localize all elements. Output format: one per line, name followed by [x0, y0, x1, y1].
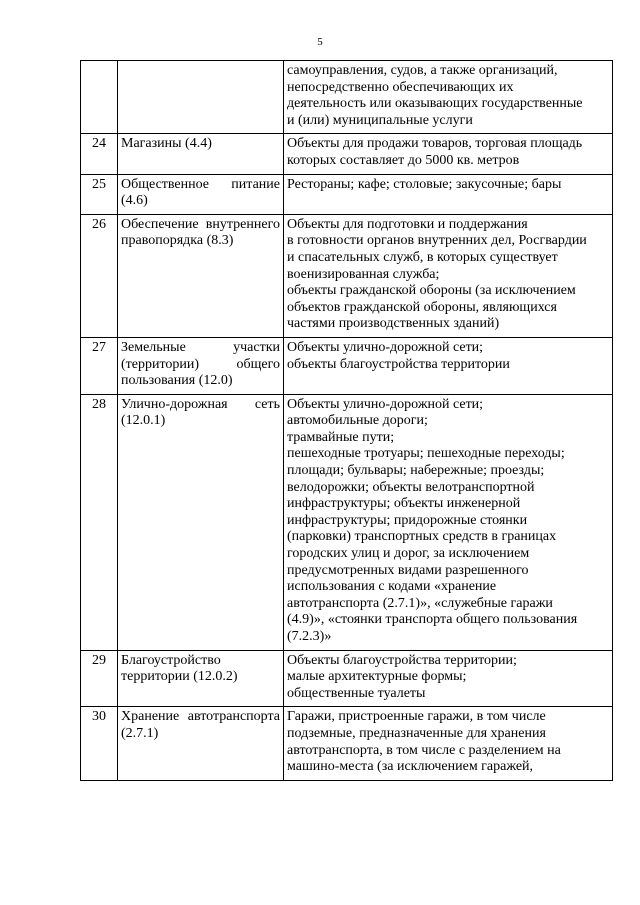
row-number: 26 [81, 214, 118, 337]
description-line: объекты благоустройства территории [287, 356, 510, 372]
description-line: Гаражи, пристроенные гаражи, в том числе [287, 709, 546, 725]
page-number: 5 [317, 36, 323, 48]
description-line: машино-места (за исключением гаражей, [287, 759, 534, 775]
zoning-table [80, 60, 613, 781]
table-row [81, 174, 613, 214]
row-number: 30 [81, 707, 118, 780]
description-line: Объекты улично-дорожной сети; [287, 339, 484, 355]
table-row [81, 707, 613, 780]
land-use-type: Хранение автотранспорта (2.7.1) [118, 707, 284, 780]
description-line: пешеходные тротуары; пешеходные переходы; [287, 446, 565, 462]
land-use-type: Земельные участки (территории) общего пользования (12.0) [118, 337, 284, 394]
row-number [81, 61, 118, 134]
description-line: в готовности органов внутренних дел, Росгвардии [287, 233, 587, 249]
description-line: и (или) муниципальные услуги [287, 112, 473, 128]
description-line: площади; бульвары; набережные; проезды; [287, 463, 545, 479]
permitted-objects [284, 707, 613, 780]
row-number: 27 [81, 337, 118, 394]
permitted-objects [284, 174, 613, 214]
land-use-type [118, 61, 284, 134]
description-line: которых составляет до 5000 кв. метров [287, 152, 520, 168]
land-use-type: Благоустройство территории (12.0.2) [118, 650, 284, 707]
permitted-objects [284, 214, 613, 337]
description-line: частями производственных зданий) [287, 316, 500, 332]
description-line: автомобильные дороги; [287, 413, 428, 429]
row-number: 29 [81, 650, 118, 707]
table-row [81, 337, 613, 394]
description-line: Объекты для подготовки и поддержания [287, 216, 528, 232]
description-line: военизированная служба; [287, 266, 440, 282]
description-line: Объекты улично-дорожной сети; [287, 396, 484, 412]
land-use-type: Общественное питание (4.6) [118, 174, 284, 214]
description-line: (парковки) транспортных средств в границах [287, 529, 557, 545]
land-use-type: Улично-дорожная сеть (12.0.1) [118, 394, 284, 650]
table-row [81, 394, 613, 650]
description-line: инфраструктуры; придорожные стоянки [287, 512, 528, 528]
permitted-objects [284, 394, 613, 650]
description-line: автотранспорта, в том числе с разделением на [287, 742, 561, 758]
row-number: 24 [81, 134, 118, 174]
description-line: и спасательных служб, в которых существует [287, 249, 558, 265]
description-line: (4.9)», «стоянки транспорта общего пользования [287, 612, 578, 628]
description-line: объектов гражданской обороны, являющихся [287, 299, 557, 315]
description-line: Объекты для продажи товаров, торговая площадь [287, 136, 583, 152]
description-line: автотранспорта (2.7.1)», «служебные гаражи [287, 595, 553, 611]
table-row [81, 61, 613, 134]
table-body [81, 61, 613, 781]
description-line: трамвайные пути; [287, 429, 395, 445]
description-line: городских улиц и дорог, за исключением [287, 546, 530, 562]
permitted-objects [284, 650, 613, 707]
description-line: подземные, предназначенные для хранения [287, 725, 546, 741]
description-line: Объекты благоустройства территории; [287, 652, 517, 668]
permitted-objects [284, 134, 613, 174]
description-line: инфраструктуры; объекты инженерной [287, 496, 521, 512]
description-line: Рестораны; кафе; столовые; закусочные; бары [287, 176, 562, 192]
description-line: предусмотренных видами разрешенного [287, 562, 529, 578]
description-line: объекты гражданской обороны (за исключением [287, 283, 576, 299]
description-line: использования с кодами «хранение [287, 579, 497, 595]
description-line: деятельность или оказывающих государственные [287, 96, 583, 112]
table-row [81, 650, 613, 707]
description-line: велодорожки; объекты велотранспортной [287, 479, 535, 495]
permitted-objects [284, 337, 613, 394]
land-use-type: Магазины (4.4) [118, 134, 284, 174]
description-line: (7.2.3)» [287, 629, 332, 644]
table-row [81, 214, 613, 337]
description-line: самоуправления, судов, а также организаций, [287, 63, 558, 78]
description-line: общественные туалеты [287, 685, 426, 701]
description-line: непосредственно обеспечивающих их [287, 79, 514, 95]
row-number: 25 [81, 174, 118, 214]
table-row [81, 134, 613, 174]
permitted-objects [284, 61, 613, 134]
land-use-type: Обеспечение внутреннего правопорядка (8.3) [118, 214, 284, 337]
description-line: малые архитектурные формы; [287, 669, 467, 685]
row-number: 28 [81, 394, 118, 650]
